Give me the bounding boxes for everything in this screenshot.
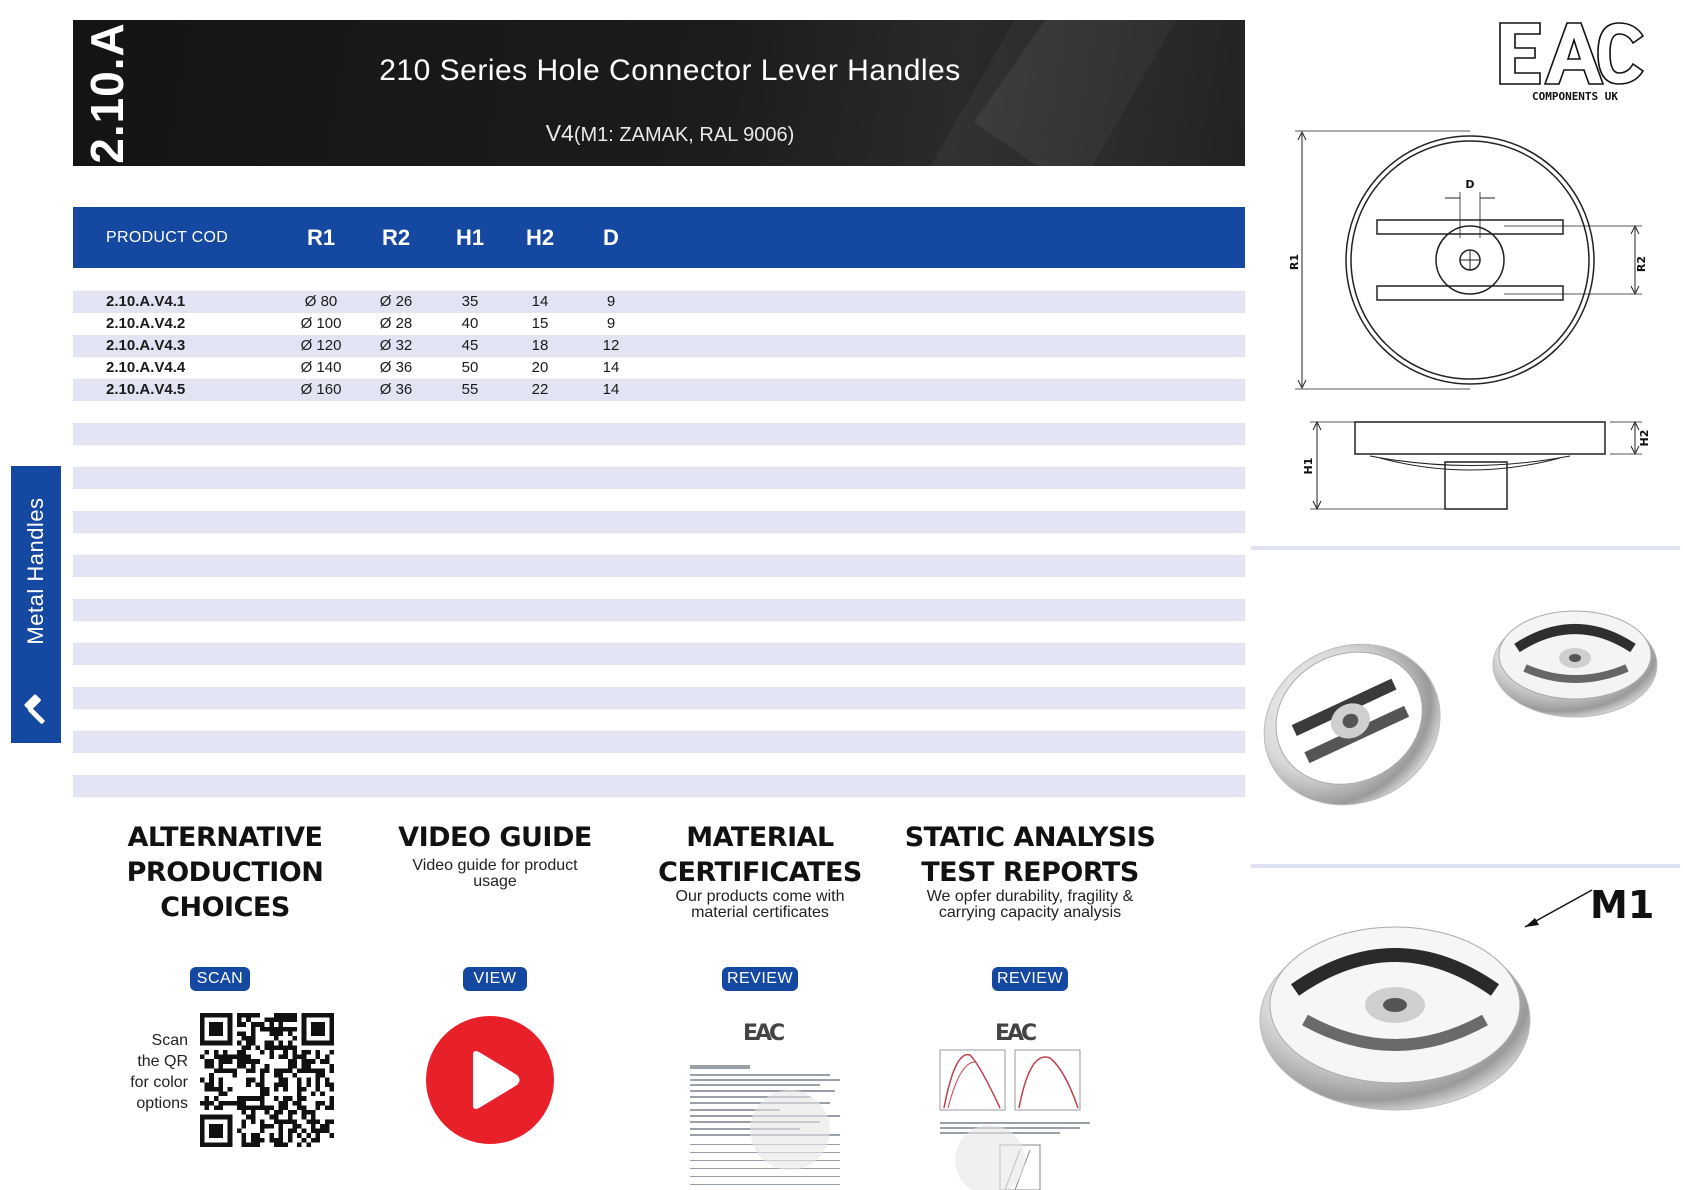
play-icon[interactable] — [425, 1015, 555, 1145]
divider — [1251, 864, 1680, 868]
certificate-thumbnail[interactable] — [680, 1010, 850, 1190]
table-stripe — [73, 731, 1245, 753]
scan-instructions: Scan the QR for color options — [130, 1032, 188, 1112]
section-title: MATERIAL CERTIFICATES — [658, 822, 862, 888]
table-row: 2.10.A.V4.2 Ø 100 Ø 28 40 15 9 — [106, 315, 616, 332]
table-row: 2.10.A.V4.5 Ø 160 Ø 36 55 22 14 — [106, 381, 620, 398]
section-title: ALTERNATIVE PRODUCTION CHOICES — [126, 822, 324, 923]
table-stripe — [73, 511, 1245, 533]
section-title: VIDEO GUIDE — [398, 822, 592, 853]
table-stripe — [73, 775, 1245, 797]
scan-button[interactable]: SCAN — [190, 967, 250, 991]
col-r2: R2 — [381, 225, 411, 250]
table-stripe — [73, 599, 1245, 621]
table-stripe — [73, 467, 1245, 489]
svg-text:R1: R1 — [1288, 253, 1301, 271]
table-row: 2.10.A.V4.4 Ø 140 Ø 36 50 20 14 — [106, 359, 620, 376]
col-h1: H1 — [455, 225, 485, 250]
series-code: 2.10.A — [81, 22, 133, 164]
eac-logo — [1495, 18, 1655, 108]
view-button[interactable]: VIEW — [463, 967, 527, 991]
technical-drawing-side — [1270, 420, 1660, 530]
section-description: We opfer durability, fragility & carrying capacity analysis — [926, 888, 1134, 921]
col-r1: R1 — [306, 225, 336, 250]
svg-text:H1: H1 — [1302, 457, 1315, 475]
qr-code[interactable] — [200, 1013, 334, 1147]
table-header — [73, 207, 1245, 268]
page-subtitle: V4(M1: ZAMAK, RAL 9006) — [545, 120, 795, 146]
eac-mini-logo: EAC — [743, 1021, 783, 1046]
table-stripe — [73, 555, 1245, 577]
table-stripe — [73, 423, 1245, 445]
section-title: STATIC ANALYSIS TEST REPORTS — [904, 822, 1156, 888]
report-thumbnail[interactable] — [930, 1010, 1100, 1190]
material-label: M1 — [1590, 883, 1655, 927]
logo-subtitle: COMPONENTS UK — [1531, 90, 1619, 103]
svg-text:R2: R2 — [1635, 255, 1648, 273]
svg-text:H2: H2 — [1638, 429, 1651, 447]
category-label: Metal Handles — [23, 497, 48, 645]
page-title: 210 Series Hole Connector Lever Handles — [379, 54, 961, 87]
review-certificates-button[interactable]: REVIEW — [722, 967, 798, 991]
hammer-icon — [21, 694, 53, 726]
col-d: D — [603, 225, 619, 250]
table-row: 2.10.A.V4.3 Ø 120 Ø 32 45 18 12 — [106, 337, 620, 354]
divider — [1251, 546, 1680, 550]
section-description: Our products come with material certificates — [675, 888, 845, 921]
table-row: 2.10.A.V4.1 Ø 80 Ø 26 35 14 9 — [106, 293, 616, 310]
category-side-tab[interactable] — [11, 466, 61, 743]
eac-mini-logo: EAC — [995, 1021, 1035, 1046]
technical-drawing-top — [1270, 118, 1660, 398]
col-h2: H2 — [525, 225, 555, 250]
table-stripe — [73, 687, 1245, 709]
product-photo-pair — [1255, 590, 1675, 830]
col-product-code: PRODUCT COD — [106, 229, 229, 246]
table-stripe — [73, 643, 1245, 665]
svg-text:D: D — [1465, 178, 1475, 191]
section-description: Video guide for product usage — [412, 857, 578, 890]
review-reports-button[interactable]: REVIEW — [992, 967, 1068, 991]
